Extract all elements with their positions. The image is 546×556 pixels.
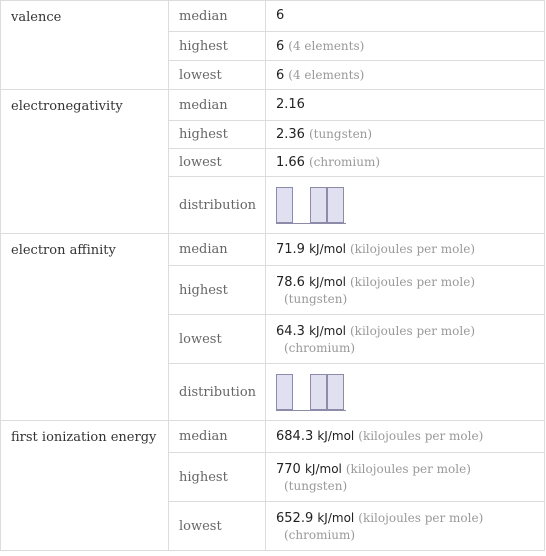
value-text: 1.66	[276, 155, 305, 170]
value-note: (chromium)	[284, 340, 356, 355]
histogram-bar	[327, 187, 344, 223]
stat-label: median	[169, 1, 266, 32]
stat-label: lowest	[169, 315, 266, 364]
value-note: (chromium)	[284, 527, 356, 542]
stat-label: highest	[169, 453, 266, 502]
unit-note: (kilojoules per mole)	[358, 510, 484, 525]
unit-note: (kilojoules per mole)	[345, 461, 471, 476]
value-note: (4 elements)	[288, 67, 365, 82]
stat-label: median	[169, 90, 266, 121]
stat-label: highest	[169, 266, 266, 315]
value-unit: kJ/mol	[304, 461, 342, 476]
stat-label: lowest	[169, 502, 266, 551]
value-unit: kJ/mol	[317, 510, 355, 525]
property-name: electronegativity	[1, 90, 169, 234]
table-row	[1, 234, 545, 266]
stat-value	[266, 149, 545, 177]
property-name: first ionization energy	[1, 421, 169, 551]
histogram-bar	[310, 187, 327, 223]
stat-label: lowest	[169, 149, 266, 177]
distribution-histogram	[276, 372, 346, 412]
stat-label: distribution	[169, 364, 266, 421]
unit-note: (kilojoules per mole)	[350, 242, 475, 256]
table-row	[1, 1, 545, 32]
value-text: 2.36	[276, 127, 305, 142]
stat-label: median	[169, 421, 266, 453]
value-number: 71.9	[276, 242, 305, 257]
stat-value	[266, 421, 545, 453]
unit-note: (kilojoules per mole)	[350, 274, 475, 289]
stat-value	[266, 234, 545, 266]
table-row	[1, 421, 545, 453]
stat-value	[266, 502, 545, 551]
table-row	[1, 90, 545, 121]
value-number: 64.3	[276, 323, 305, 339]
stat-label: distribution	[169, 177, 266, 234]
value-text: 6	[276, 8, 285, 23]
histogram-bar	[327, 374, 344, 410]
histogram-bar	[276, 187, 293, 223]
stat-value	[266, 315, 545, 364]
unit-note: (kilojoules per mole)	[350, 323, 475, 338]
value-number: 652.9	[276, 510, 314, 526]
stat-value	[266, 453, 545, 502]
property-name: electron affinity	[1, 234, 169, 421]
value-number: 684.3	[276, 429, 314, 444]
histogram-baseline	[276, 410, 346, 411]
value-text: 2.16	[276, 97, 305, 112]
stat-label: highest	[169, 121, 266, 149]
value-note: (4 elements)	[288, 38, 365, 53]
value-note: (tungsten)	[308, 127, 373, 141]
stat-value	[266, 90, 545, 121]
histogram-baseline	[276, 223, 346, 224]
value-text: 6	[276, 38, 285, 54]
stat-label: median	[169, 234, 266, 266]
value-unit: kJ/mol	[309, 242, 346, 256]
value-text: 6	[276, 67, 285, 83]
stat-value	[266, 32, 545, 61]
stat-label: highest	[169, 32, 266, 61]
value-number: 770	[276, 461, 301, 477]
stat-value	[266, 266, 545, 315]
unit-note: (kilojoules per mole)	[358, 429, 484, 443]
stat-value	[266, 177, 545, 234]
histogram-bar	[310, 374, 327, 410]
stat-value	[266, 1, 545, 32]
value-unit: kJ/mol	[317, 429, 355, 443]
stat-label: lowest	[169, 61, 266, 90]
histogram-bar	[276, 374, 293, 410]
value-unit: kJ/mol	[309, 274, 346, 289]
stat-value	[266, 121, 545, 149]
value-unit: kJ/mol	[309, 323, 346, 338]
distribution-histogram	[276, 185, 346, 225]
value-number: 78.6	[276, 274, 305, 290]
stat-value	[266, 61, 545, 90]
value-note: (tungsten)	[284, 478, 348, 493]
value-note: (chromium)	[308, 155, 381, 169]
value-note: (tungsten)	[284, 291, 348, 306]
stat-value	[266, 364, 545, 421]
property-name: valence	[1, 1, 169, 90]
